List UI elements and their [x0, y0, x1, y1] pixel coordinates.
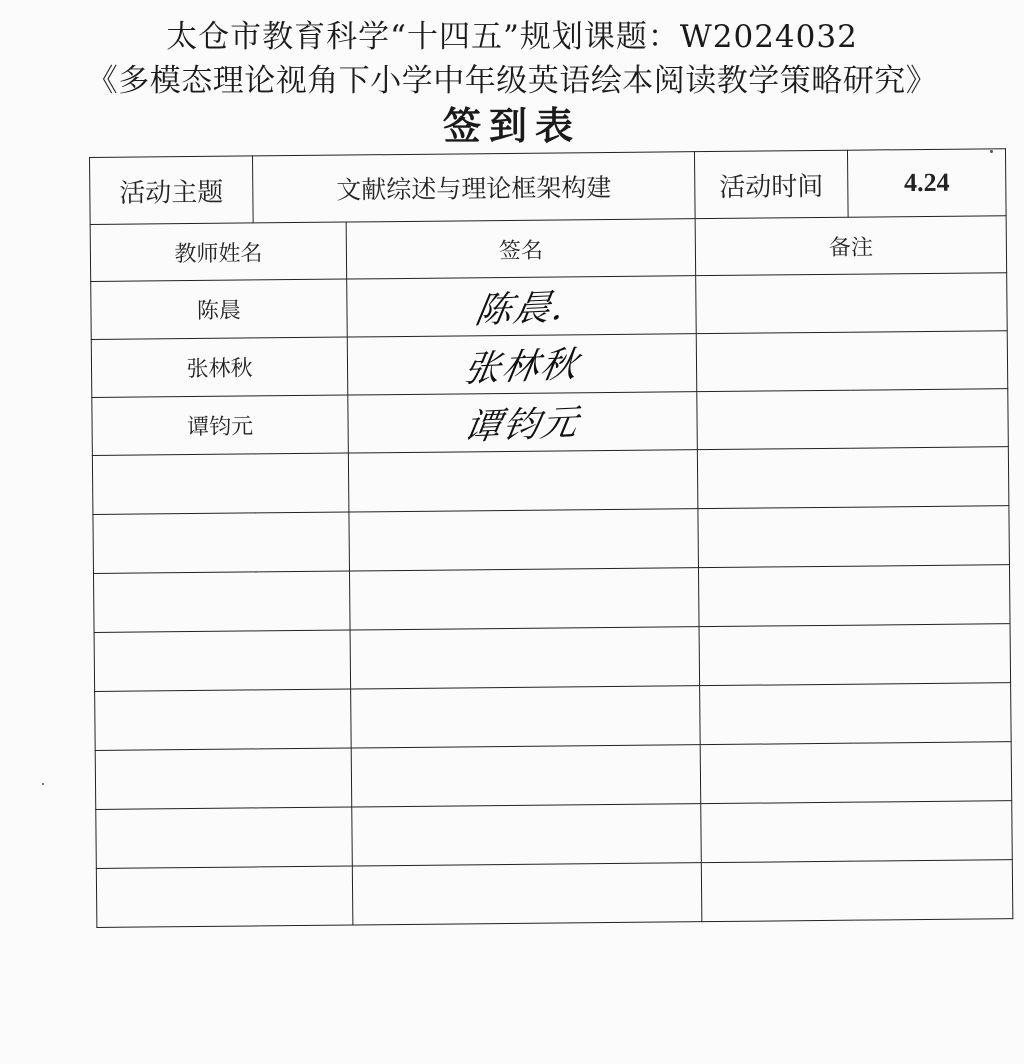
teacher-name-cell: 张林秋 [91, 337, 348, 397]
column-remarks: 备注 [695, 216, 1007, 276]
teacher-name-cell [96, 866, 353, 927]
activity-topic-label: 活动主题 [90, 156, 254, 225]
signature-cell [352, 804, 702, 866]
table-row [96, 801, 1013, 869]
table-row [92, 447, 1009, 515]
remark-cell [698, 506, 1010, 568]
signature-cell [350, 627, 700, 689]
remark-cell [701, 860, 1013, 922]
project-title: 太仓市教育科学“十四五”规划课题：W2024032 [166, 19, 858, 55]
handwritten-signature: 张林秋 [460, 344, 583, 391]
teacher-name-cell [95, 748, 352, 809]
handwritten-signature: 陈晨. [472, 286, 570, 332]
table-row [96, 860, 1013, 928]
teacher-name-cell: 谭钧元 [92, 395, 349, 455]
research-title: 《多模态理论视角下小学中年级英语绘本阅读教学策略研究》 [86, 63, 938, 99]
signature-cell [352, 863, 702, 925]
table-row [91, 273, 1008, 340]
remark-cell [698, 565, 1010, 627]
remark-cell [701, 801, 1013, 863]
signature-cell [351, 686, 701, 748]
teacher-name-cell [93, 571, 350, 632]
signature-cell [347, 276, 697, 337]
activity-time-label: 活动时间 [694, 150, 848, 218]
paper-speck [42, 783, 44, 785]
remark-cell [697, 389, 1009, 450]
sheet-title: 签到表 [442, 103, 581, 148]
signature-cell [348, 450, 698, 512]
activity-time-value: 4.24 [847, 149, 1006, 218]
teacher-name-cell [96, 807, 353, 868]
signature-cell [349, 509, 699, 571]
column-teacher-name: 教师姓名 [90, 222, 347, 281]
teacher-name-cell: 陈晨 [91, 279, 348, 339]
handwritten-signature: 谭钧元 [461, 402, 583, 449]
activity-info-row [90, 149, 1007, 225]
teacher-name-cell [93, 512, 350, 573]
table-row [93, 565, 1010, 633]
signature-cell [349, 568, 699, 630]
document-header [0, 14, 1024, 150]
signature-cell [347, 334, 697, 395]
column-signature: 签名 [346, 219, 696, 279]
remark-cell [696, 273, 1008, 334]
table-row [92, 389, 1009, 456]
remark-cell [699, 624, 1011, 686]
table-row [95, 742, 1012, 810]
signature-cell [351, 745, 701, 807]
remark-cell [700, 683, 1012, 745]
column-header-row [90, 216, 1007, 282]
table-row [91, 331, 1008, 398]
sign-in-table [89, 148, 1013, 928]
remark-cell [697, 447, 1009, 509]
teacher-name-cell [94, 630, 351, 691]
teacher-name-cell [92, 453, 349, 514]
table-row [94, 624, 1011, 692]
activity-topic-value: 文献综述与理论框架构建 [252, 152, 695, 223]
table-row [93, 506, 1010, 574]
remark-cell [696, 331, 1008, 392]
table-row [95, 683, 1012, 751]
signature-cell [348, 392, 698, 453]
remark-cell [700, 742, 1012, 804]
teacher-name-cell [95, 689, 352, 750]
